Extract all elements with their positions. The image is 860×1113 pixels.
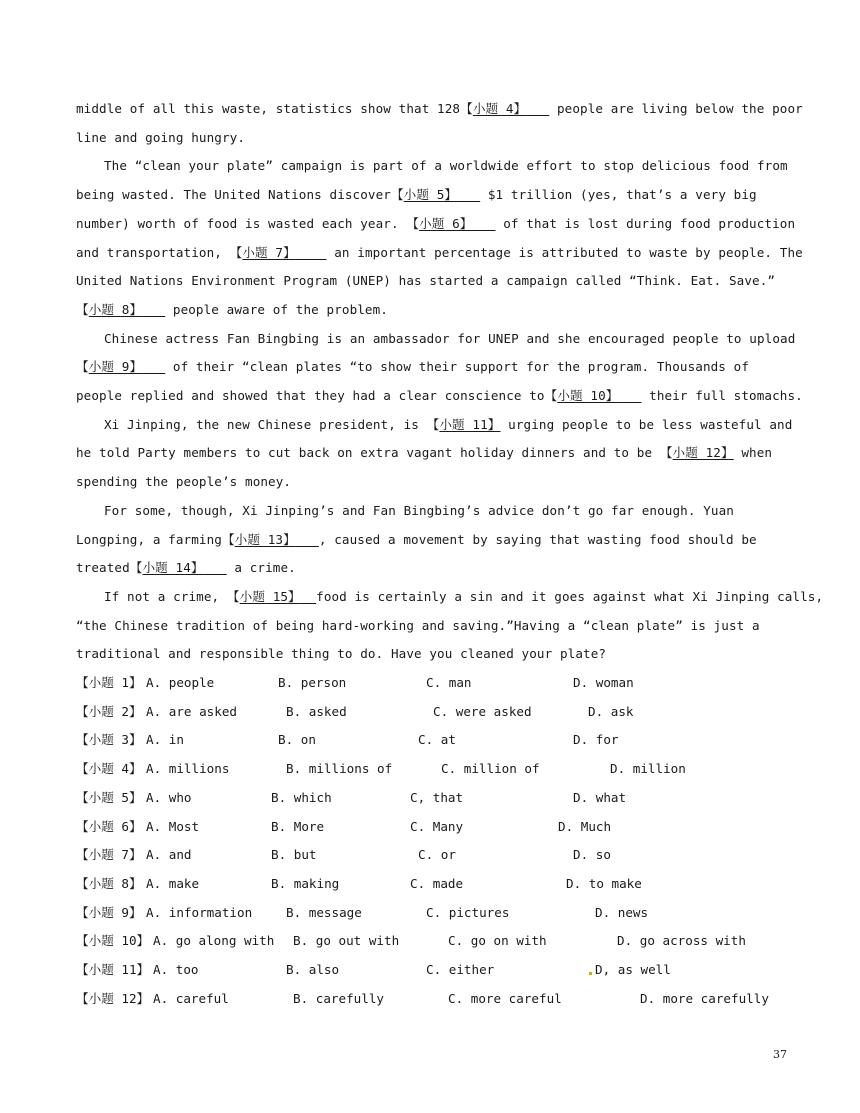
answer-option: A. are asked bbox=[146, 703, 237, 719]
passage-line bbox=[104, 157, 788, 175]
passage-line bbox=[104, 330, 795, 348]
answer-option: A. and bbox=[146, 847, 192, 863]
text-segment: For some, though, Xi Jinping’s and Fan Bingbing’s advice don’t go far enough. Yuan bbox=[104, 502, 734, 518]
text-segment: people aware of the problem. bbox=[165, 301, 388, 317]
text-segment: 【 bbox=[221, 531, 235, 547]
answer-option: D. more carefully bbox=[640, 990, 769, 1006]
answer-option: C. go on with bbox=[448, 933, 547, 949]
text-segment: line and going hungry. bbox=[76, 129, 246, 145]
question-label: 【小题 7】 bbox=[76, 847, 142, 863]
answer-option: B. person bbox=[278, 675, 347, 690]
passage-line bbox=[76, 473, 291, 491]
blank-marker: 小题 9】 bbox=[88, 359, 143, 375]
answer-option: D. Much bbox=[558, 818, 612, 834]
text-segment: If not a crime, bbox=[104, 588, 227, 604]
answer-option: B. millions of bbox=[286, 761, 393, 777]
blank-marker: 小题 10】 bbox=[557, 388, 619, 403]
answer-option: C. million of bbox=[441, 761, 540, 777]
text-segment: Longping, a farming bbox=[76, 531, 222, 547]
answer-option: A. millions bbox=[146, 761, 230, 777]
passage-line bbox=[76, 186, 757, 204]
text-segment: 【 bbox=[129, 560, 143, 576]
answer-option: B. but bbox=[271, 847, 317, 863]
answer-option: A. Most bbox=[146, 818, 200, 834]
answer-option: B. which bbox=[271, 789, 332, 805]
blank-marker bbox=[204, 560, 227, 575]
answer-option: A. go along with bbox=[153, 933, 275, 949]
answer-option: A. information bbox=[146, 904, 253, 920]
answer-option: C. more careful bbox=[448, 990, 562, 1006]
answer-option: D. news bbox=[595, 904, 649, 920]
question-label: 【小题 11】 bbox=[76, 962, 150, 977]
blank-marker: 小题 14】 bbox=[142, 560, 204, 576]
question-label: 【小题 8】 bbox=[76, 875, 142, 891]
passage-line bbox=[76, 358, 749, 376]
question-label: 【小题 9】 bbox=[76, 904, 142, 920]
passage-line bbox=[104, 416, 792, 434]
answer-option: D. go across with bbox=[617, 933, 746, 949]
answer-option: D. so bbox=[573, 847, 611, 863]
answer-option: D, as well bbox=[595, 962, 671, 977]
text-segment: an important percentage is attributed to waste by people. The bbox=[326, 244, 803, 260]
question-label: 【小题 4】 bbox=[76, 761, 142, 777]
answer-option: C, that bbox=[410, 789, 464, 805]
blank-marker: 小题 15】 bbox=[239, 588, 301, 604]
question-label: 【小题 6】 bbox=[76, 818, 142, 834]
text-segment: The “clean your plate” campaign is part of a worldwide effort to stop delicious food from bbox=[104, 158, 788, 174]
question-label: 【小题 1】 bbox=[76, 675, 142, 690]
answer-option: D. for bbox=[573, 732, 619, 748]
answer-option: A. who bbox=[146, 789, 192, 805]
text-segment: of their “clean plates “to show their support for the program. Thousands of bbox=[165, 359, 750, 375]
answer-option: B. More bbox=[271, 818, 325, 834]
text-segment: United Nations Environment Program (UNEP) has started a campaign called “Think. Eat. Save.” bbox=[76, 273, 776, 289]
answer-option: B. also bbox=[286, 962, 340, 977]
blank-marker bbox=[473, 216, 496, 231]
answer-option: A. careful bbox=[153, 990, 229, 1006]
text-segment: of that is lost during food production bbox=[495, 215, 796, 231]
text-segment: people replied and showed that they had a clear conscience to bbox=[76, 388, 545, 403]
text-segment: and transportation, bbox=[76, 244, 230, 260]
text-segment: 【 bbox=[406, 215, 420, 231]
answer-option: A. people bbox=[146, 675, 215, 690]
text-segment: Chinese actress Fan Bingbing is an ambassador for UNEP and she encouraged people to upload bbox=[104, 330, 796, 346]
blank-marker bbox=[142, 302, 165, 317]
answer-option: C. Many bbox=[410, 818, 464, 834]
passage-line bbox=[76, 301, 388, 319]
text-segment: spending the people’s money. bbox=[76, 474, 292, 490]
text-segment: 【 bbox=[460, 101, 473, 116]
answer-option: D. what bbox=[573, 789, 627, 805]
stray-mark bbox=[589, 972, 592, 975]
answer-option: B. go out with bbox=[293, 933, 400, 949]
passage-line bbox=[76, 387, 803, 405]
question-label: 【小题 12】 bbox=[76, 990, 150, 1006]
text-segment: “the Chinese tradition of being hard-working and saving.”Having a “clean plate” is just a bbox=[76, 617, 760, 633]
blank-marker bbox=[301, 589, 316, 604]
text-segment: 【 bbox=[544, 388, 558, 403]
answer-option: B. on bbox=[278, 732, 316, 748]
passage-line bbox=[76, 444, 772, 462]
text-segment: $1 trillion (yes, that’s a very big bbox=[480, 187, 757, 203]
blank-marker bbox=[142, 359, 165, 374]
text-segment: 【 bbox=[229, 244, 243, 260]
passage-line bbox=[76, 129, 245, 147]
passage-line bbox=[76, 215, 795, 233]
passage-line bbox=[76, 559, 296, 577]
blank-marker bbox=[457, 187, 480, 202]
text-segment: he told Party members to cut back on extra vagant holiday dinners and to be bbox=[76, 445, 660, 461]
text-segment: 【 bbox=[76, 359, 89, 375]
blank-marker: 小题 13】 bbox=[234, 531, 296, 547]
answer-option: D. to make bbox=[566, 875, 642, 891]
page-number: 37 bbox=[773, 1048, 787, 1061]
answer-option: C. pictures bbox=[426, 904, 510, 920]
text-segment: middle of all this waste, statistics show that 128 bbox=[76, 101, 461, 116]
answer-option: C. man bbox=[426, 675, 472, 690]
text-segment: urging people to be less wasteful and bbox=[500, 416, 793, 432]
answer-option: D. woman bbox=[573, 675, 634, 690]
text-segment: people are living below the poor bbox=[549, 101, 803, 116]
passage-line bbox=[104, 502, 734, 520]
answer-option: C. or bbox=[418, 847, 456, 863]
blank-marker: 小题 8】 bbox=[88, 301, 143, 317]
question-label: 【小题 5】 bbox=[76, 789, 142, 805]
text-segment: Xi Jinping, the new Chinese president, is bbox=[104, 416, 427, 432]
text-segment: their full stomachs. bbox=[641, 388, 803, 403]
answer-option: C. were asked bbox=[433, 703, 532, 719]
text-segment: 【 bbox=[390, 187, 404, 203]
text-segment: 【 bbox=[76, 301, 89, 317]
answer-option: B. carefully bbox=[293, 990, 384, 1006]
passage-line bbox=[76, 272, 775, 290]
answer-option: A. in bbox=[146, 732, 184, 748]
passage-line bbox=[104, 588, 823, 606]
blank-marker: 小题 12】 bbox=[672, 445, 734, 461]
text-segment: treated bbox=[76, 560, 130, 576]
text-segment: 【 bbox=[226, 588, 240, 604]
answer-option: D. ask bbox=[588, 703, 634, 719]
passage-line bbox=[76, 645, 606, 663]
blank-marker: 小题 4】 bbox=[472, 101, 527, 116]
answer-option: B. making bbox=[271, 875, 340, 891]
answer-option: C. either bbox=[426, 962, 495, 977]
blank-marker: 小题 7】 bbox=[242, 244, 296, 260]
passage-line bbox=[76, 244, 803, 262]
answer-option: D. million bbox=[610, 761, 686, 777]
answer-option: B. asked bbox=[286, 703, 347, 719]
question-label: 【小题 2】 bbox=[76, 703, 142, 719]
text-segment: , caused a movement by saying that wasting food should be bbox=[318, 531, 757, 547]
blank-marker bbox=[618, 388, 641, 403]
passage-line bbox=[76, 617, 760, 635]
text-segment: a crime. bbox=[226, 560, 296, 576]
text-segment: traditional and responsible thing to do. Have you cleaned your plate? bbox=[76, 646, 607, 662]
text-segment: being wasted. The United Nations discover bbox=[76, 187, 391, 203]
blank-marker: 小题 5】 bbox=[403, 187, 458, 203]
question-label: 【小题 3】 bbox=[76, 732, 142, 748]
answer-option: A. make bbox=[146, 875, 200, 891]
answer-option: B. message bbox=[286, 904, 362, 920]
blank-marker bbox=[526, 101, 549, 116]
answer-option: A. too bbox=[153, 962, 199, 977]
blank-marker: 小题 11】 bbox=[439, 416, 501, 432]
question-label: 【小题 10】 bbox=[76, 933, 150, 949]
answer-option: C. at bbox=[418, 732, 456, 748]
answer-option: C. made bbox=[410, 875, 464, 891]
text-segment: number) worth of food is wasted each year. bbox=[76, 215, 407, 231]
blank-marker: 小题 6】 bbox=[419, 215, 473, 231]
blank-marker bbox=[296, 245, 327, 260]
passage-line bbox=[76, 531, 757, 549]
text-segment: food is certainly a sin and it goes against what Xi Jinping calls, bbox=[316, 588, 824, 604]
passage-line bbox=[76, 100, 803, 118]
text-segment: 【 bbox=[426, 416, 440, 432]
text-segment: 【 bbox=[659, 445, 673, 461]
blank-marker bbox=[296, 532, 319, 547]
text-segment: when bbox=[733, 445, 773, 461]
